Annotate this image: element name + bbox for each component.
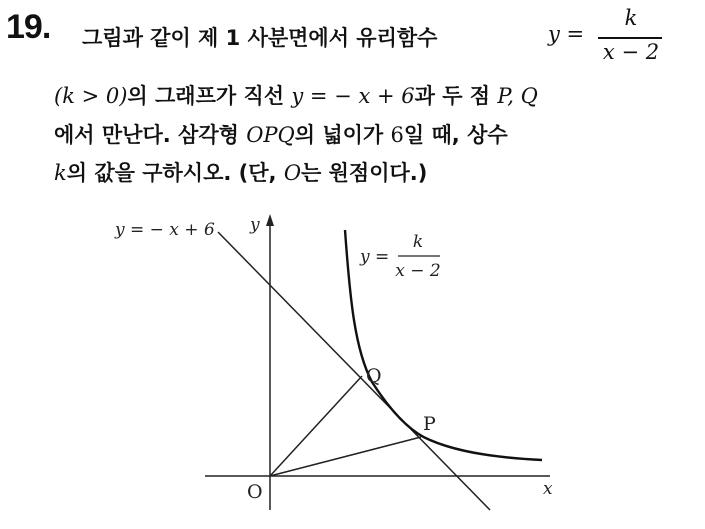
y-axis-arrow — [266, 214, 274, 226]
line4-text-b: 는 원점이다.) — [301, 161, 428, 185]
k-variable: k — [54, 161, 67, 185]
fraction-denominator: x − 2 — [602, 40, 660, 64]
origin-symbol: O — [283, 161, 302, 185]
triangle-name: OPQ — [246, 123, 295, 147]
line-label: y = − x + 6 — [115, 220, 215, 240]
line3-text-c: 일 때, 상수 — [403, 123, 508, 147]
segment-op — [270, 437, 421, 476]
points-pq: P, Q — [497, 84, 538, 108]
point-p-label: P — [423, 413, 436, 435]
x-axis-label: x — [543, 479, 553, 499]
line2-text-a: 의 그래프가 직선 — [127, 84, 285, 108]
line3-text-b: 의 넓이가 — [294, 123, 384, 147]
problem-line-1: 그림과 같이 제 1 사분면에서 유리함수 — [82, 26, 438, 50]
area-value: 6 — [390, 123, 404, 147]
y-axis-label: y — [250, 215, 260, 235]
line4-text-a: 의 값을 구하시오. (단, — [66, 161, 277, 185]
origin-label: O — [247, 481, 263, 503]
function-lhs: y = — [548, 22, 585, 46]
line2-text-b: 과 두 점 — [414, 84, 491, 108]
curve-label-denominator: x − 2 — [395, 261, 441, 281]
line-equation: y = − x + 6 — [291, 84, 415, 108]
question-number: 19. — [6, 8, 51, 46]
line3-text-a: 에서 만난다. 삼각형 — [54, 123, 239, 147]
fraction-numerator: k — [624, 6, 638, 30]
segment-oq — [270, 376, 362, 476]
curve-label-numerator: k — [412, 232, 424, 252]
point-q-label: Q — [366, 365, 382, 387]
k-condition: (k > 0) — [54, 84, 128, 108]
curve-label-lhs: y = — [360, 247, 390, 267]
line-y-neg-x-plus-6 — [218, 232, 490, 510]
